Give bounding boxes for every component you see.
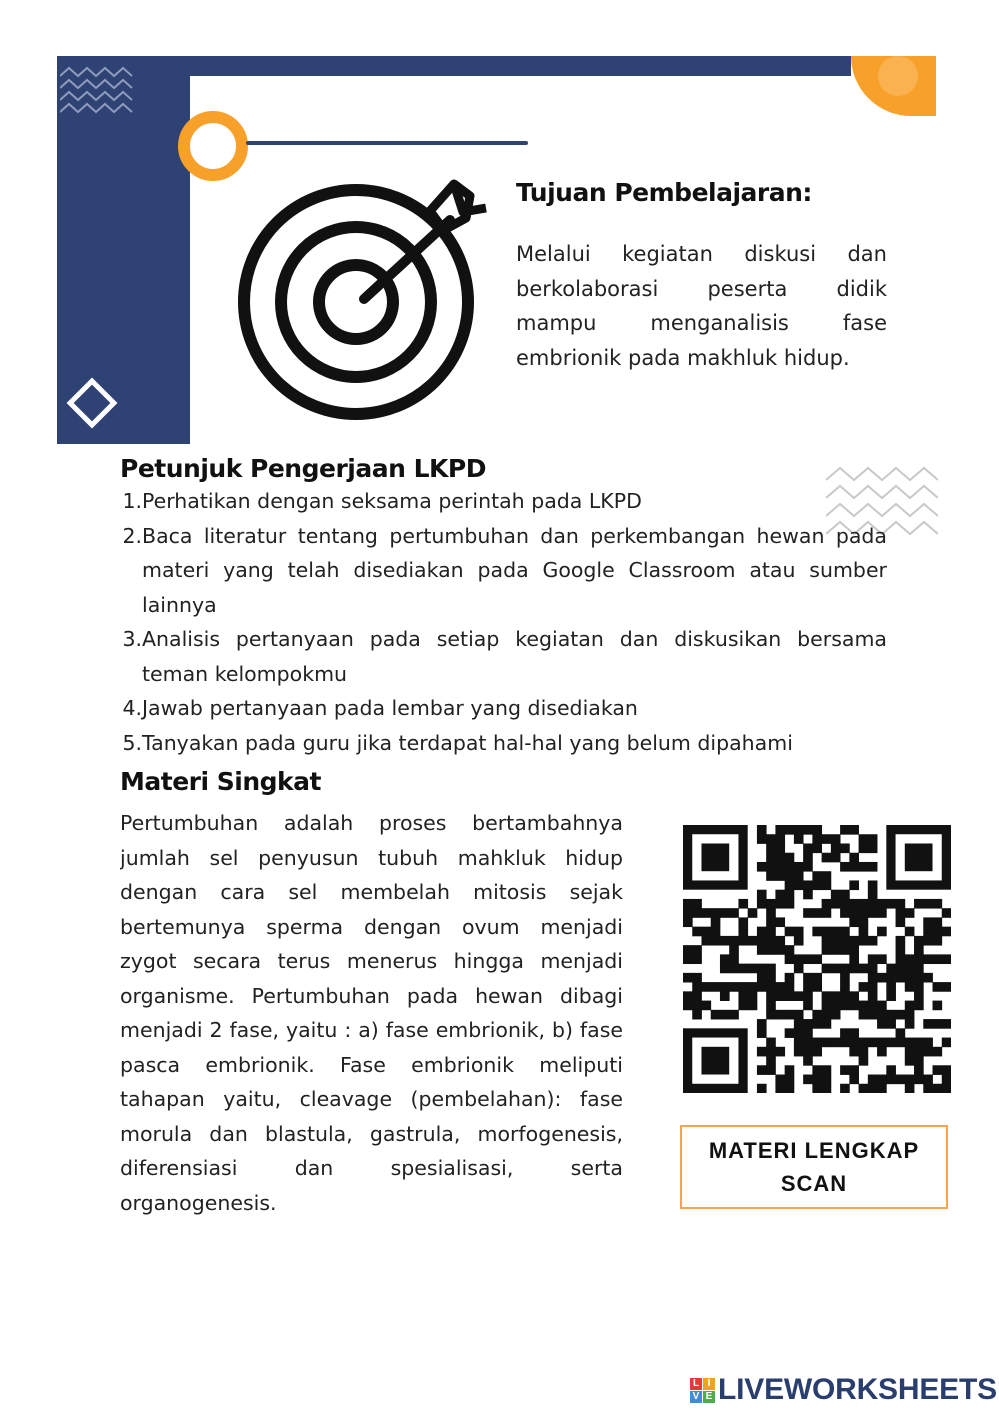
step-text: Baca literatur tentang pertumbuhan dan perkembangan hewan pada materi yang telah disediakan pada Google Classroom atau sumber lainnya [142,523,887,617]
list-item [117,691,887,726]
qr-code-icon[interactable] [683,825,951,1093]
corner-orange-circle [851,56,936,116]
materi-text: Pertumbuhan adalah proses bertambahnya jumlah sel penyusun tubuh mahkluk hidup dengan cara sel membelah mitosis sejak bertemunya sperma dengan ovum menjadi zygot secara terus menerus hingga menjadi organisme. Pertumbuhan pada hewan dibagi menjadi 2 fase, yaitu : a) fase embrionik, b) fase pasca embrionik. Fase embrionik meliputi tahapan yaitu, cleavage (pembelahan): fase morula dan blastula, gastrula, morfogenesis, diferensiasi dan spesialisasi, serta organogenesis. [120,811,623,1215]
logo-letter: V [690,1391,702,1403]
step-text: Tanyakan pada guru jika terdapat hal-hal yang belum dipahami [142,730,793,755]
zigzag-pattern-icon [60,66,134,118]
list-item [117,622,887,691]
step-text: Jawab pertanyaan pada lembar yang disediakan [142,696,638,720]
step-text: Analisis pertanyaan pada setiap kegiatan dan diskusikan bersama teman kelompokmu [142,627,887,686]
scan-box-line2: SCAN [780,1171,848,1196]
liveworksheets-logo-icon [690,1378,715,1403]
step-number: 4. [122,696,142,720]
logo-letter: I [703,1378,715,1390]
step-number: 5. [122,730,142,755]
target-arrow-icon [238,178,498,428]
step-number: 3. [122,627,142,651]
list-item [117,484,887,519]
logo-letter: L [690,1378,702,1390]
liveworksheets-logo[interactable] [690,1373,997,1407]
list-item [117,726,887,761]
header-line [246,141,528,145]
scan-box [680,1125,948,1209]
tujuan-title: Tujuan Pembelajaran: [516,178,812,207]
step-text: Perhatikan dengan seksama perintah pada LKPD [142,489,642,513]
tujuan-text: Melalui kegiatan diskusi dan berkolaborasi peserta didik mampu menganalisis fase embrionik pada makhluk hidup. [516,242,887,370]
materi-title: Materi Singkat [120,767,321,796]
instruction-list [117,484,887,760]
step-number: 2. [122,523,142,548]
scan-box-line1: MATERI LENGKAP [708,1138,920,1163]
petunjuk-title: Petunjuk Pengerjaan LKPD [120,454,486,483]
list-item [117,519,887,623]
brand-name: LIVEWORKSHEETS [718,1373,997,1406]
logo-letter: E [703,1391,715,1403]
step-number: 1. [122,489,142,513]
orange-ring [178,111,248,181]
